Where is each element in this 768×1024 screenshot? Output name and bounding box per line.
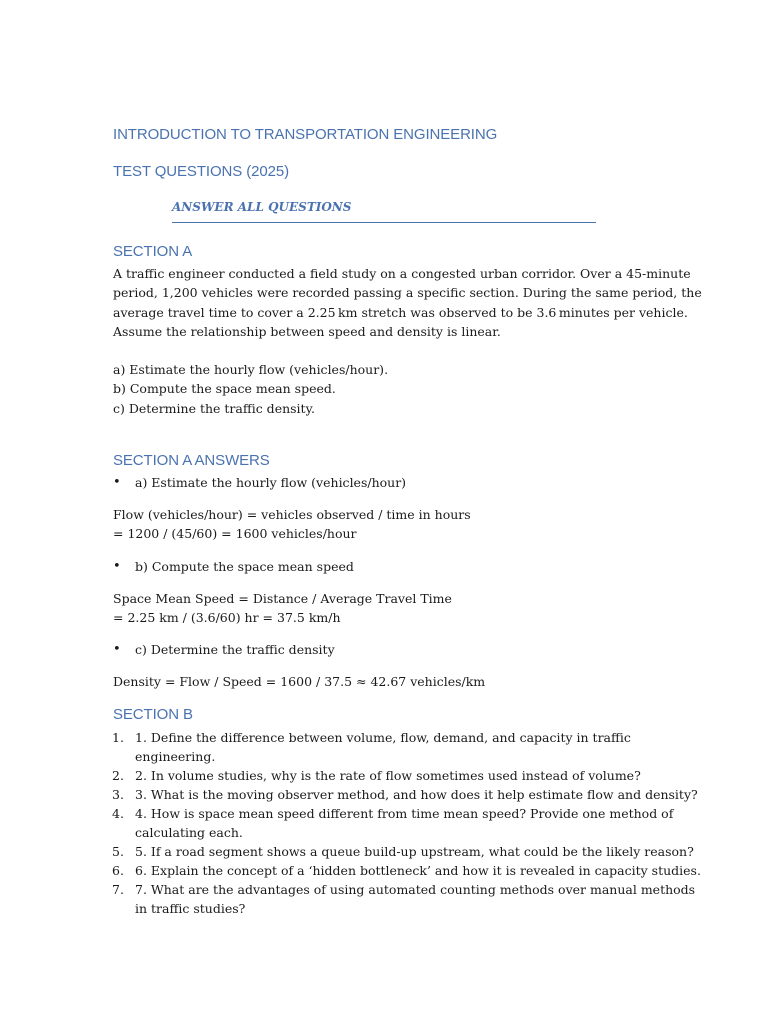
section-a-task: a) Estimate the hourly flow (vehicles/hour). bbox=[113, 362, 389, 377]
answer-c-working bbox=[113, 672, 661, 691]
instruction-text: ANSWER ALL QUESTIONS bbox=[172, 200, 352, 214]
section-a-heading: SECTION A bbox=[113, 243, 193, 260]
question-number: 3. bbox=[112, 787, 124, 802]
answer-b-line: Space Mean Speed = Distance / Average Travel Time bbox=[113, 591, 452, 606]
answer-a-working bbox=[113, 505, 661, 544]
question-number: 5. bbox=[112, 844, 124, 859]
question-text: 3. What is the moving observer method, and how does it help estimate flow and density? bbox=[135, 787, 698, 802]
list-item bbox=[113, 728, 673, 766]
list-item bbox=[112, 842, 694, 861]
section-a-tasks bbox=[113, 360, 661, 418]
question-text: 5. If a road segment shows a queue build-up upstream, what could be the likely reason? bbox=[135, 844, 694, 859]
bullet-glyph: • bbox=[113, 642, 121, 657]
answer-bullet-label: b) Compute the space mean speed bbox=[135, 559, 354, 574]
question-text: calculating each. bbox=[135, 825, 243, 840]
list-item bbox=[112, 785, 698, 804]
question-text: 6. Explain the concept of a ‘hidden bottleneck’ and how it is revealed in capacity studies. bbox=[135, 863, 701, 878]
bullet-glyph: • bbox=[113, 559, 121, 574]
list-item bbox=[113, 804, 673, 842]
answer-c-line: Density = Flow / Speed = 1600 / 37.5 ≈ 42.67 vehicles/km bbox=[113, 674, 486, 689]
section-a-task: b) Compute the space mean speed. bbox=[113, 381, 336, 397]
section-a-intro-line: average travel time to cover a 2.25 km stretch was observed to be 3.6 minutes per vehicle. bbox=[113, 304, 688, 320]
answer-a-line: = 1200 / (45/60) = 1600 vehicles/hour bbox=[113, 526, 357, 542]
bullet-glyph: • bbox=[113, 475, 121, 490]
question-number: 6. bbox=[112, 863, 124, 878]
section-a-intro-line: A traffic engineer conducted a field study on a congested urban corridor. Over a 45-minute bbox=[113, 266, 691, 281]
question-number: 4. bbox=[112, 806, 124, 821]
question-number: 1. bbox=[112, 730, 124, 745]
answer-bullet-label: a) Estimate the hourly flow (vehicles/hour) bbox=[135, 475, 407, 490]
answer-bullet-label: c) Determine the traffic density bbox=[135, 642, 335, 657]
question-text: 4. How is space mean speed different from time mean speed? Provide one method of bbox=[135, 806, 674, 821]
document-title: INTRODUCTION TO TRANSPORTATION ENGINEERING bbox=[113, 126, 498, 143]
section-b-heading: SECTION B bbox=[113, 706, 193, 723]
question-text: 2. In volume studies, why is the rate of flow sometimes used instead of volume? bbox=[135, 768, 641, 783]
document-subtitle: TEST QUESTIONS (2025) bbox=[113, 163, 290, 180]
question-number: 2. bbox=[112, 768, 124, 783]
section-a-intro bbox=[113, 264, 702, 342]
answer-a-line: Flow (vehicles/hour) = vehicles observed / time in hours bbox=[113, 507, 471, 522]
question-text: 7. What are the advantages of using automated counting methods over manual methods bbox=[135, 882, 696, 897]
question-text: 1. Define the difference between volume, flow, demand, and capacity in traffic bbox=[135, 730, 631, 745]
question-text: engineering. bbox=[135, 749, 216, 764]
list-item bbox=[112, 880, 696, 918]
section-a-answers-heading: SECTION A ANSWERS bbox=[113, 452, 270, 469]
section-a-task: c) Determine the traffic density. bbox=[113, 400, 315, 416]
list-item bbox=[113, 766, 673, 785]
answer-b-line: = 2.25 km / (3.6/60) hr = 37.5 km/h bbox=[113, 610, 341, 626]
instruction-underline bbox=[172, 200, 596, 223]
answer-b-working bbox=[113, 589, 661, 628]
section-a-intro-line: period, 1,200 vehicles were recorded passing a specific section. During the same period, the bbox=[113, 285, 702, 301]
question-number: 7. bbox=[112, 882, 124, 897]
list-item bbox=[112, 861, 701, 880]
section-b-question-list bbox=[112, 728, 701, 918]
question-text: in traffic studies? bbox=[135, 901, 246, 916]
section-a-intro-line: Assume the relationship between speed and density is linear. bbox=[113, 324, 501, 340]
